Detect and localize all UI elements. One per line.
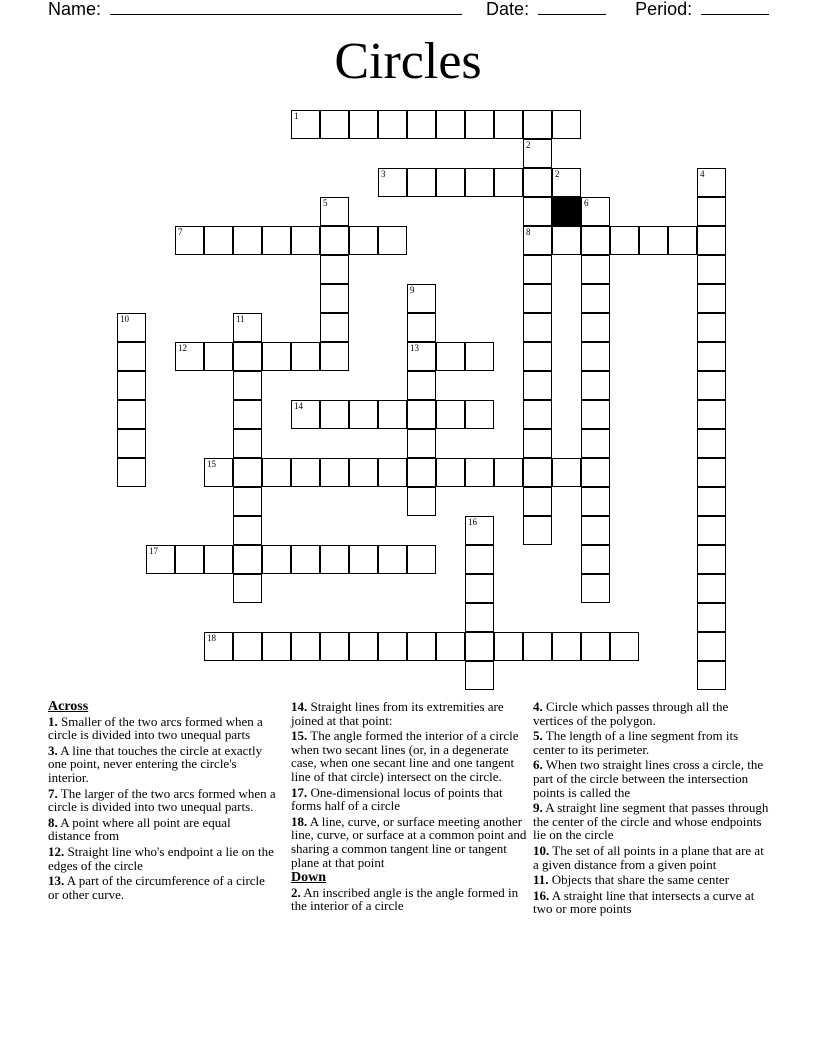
grid-cell[interactable] [523, 139, 552, 168]
grid-cell[interactable] [697, 632, 726, 661]
clue-num: 1. [48, 713, 58, 729]
grid-cell[interactable] [407, 429, 436, 458]
grid-cell[interactable] [175, 545, 204, 574]
clue-text: A line that touches the circle at exactly one point, never entering the circle's interior. [48, 742, 263, 785]
grid-cell[interactable] [146, 545, 175, 574]
clue-text: An inscribed angle is the angle formed in the interior of a circle [291, 884, 519, 914]
grid-cell[interactable] [523, 400, 552, 429]
grid-cell[interactable] [291, 632, 320, 661]
clue-num: 2. [291, 884, 301, 900]
grid-cell[interactable] [523, 342, 552, 371]
clue-item [48, 744, 276, 785]
clue-number: 16 [468, 517, 477, 527]
grid-cell[interactable] [581, 284, 610, 313]
clue-item [533, 801, 769, 842]
clue-number: 3 [381, 169, 386, 179]
grid-cell[interactable] [697, 400, 726, 429]
grid-cell[interactable] [320, 110, 349, 139]
grid-cell[interactable] [233, 400, 262, 429]
grid-cell[interactable] [233, 632, 262, 661]
clue-text: Circle which passes through all the vertices of the polygon. [533, 699, 729, 728]
clue-number: 8 [526, 227, 531, 237]
grid-cell[interactable] [494, 110, 523, 139]
clue-num: 15. [291, 728, 308, 744]
grid-cell[interactable] [436, 342, 465, 371]
grid-cell[interactable] [465, 516, 494, 545]
grid-cell[interactable] [697, 168, 726, 197]
clues-column-1 [48, 700, 276, 903]
grid-cell[interactable] [610, 226, 639, 255]
down-heading: Down [291, 870, 327, 886]
grid-cell[interactable] [581, 545, 610, 574]
grid-cell[interactable] [697, 284, 726, 313]
clue-num: 7. [48, 785, 58, 801]
grid-cell[interactable] [465, 168, 494, 197]
grid-cell[interactable] [378, 632, 407, 661]
clue-number: 9 [410, 285, 415, 295]
clue-item [291, 729, 527, 783]
grid-cell[interactable] [407, 400, 436, 429]
clue-num: 9. [533, 800, 543, 816]
grid-cell[interactable] [465, 661, 494, 690]
grid-cell[interactable] [320, 632, 349, 661]
grid-cell[interactable] [407, 284, 436, 313]
grid-cell[interactable] [233, 574, 262, 603]
grid-cell[interactable] [204, 458, 233, 487]
clue-number: 7 [178, 227, 183, 237]
grid-cell[interactable] [349, 226, 378, 255]
grid-cell[interactable] [117, 400, 146, 429]
clue-number: 6 [584, 198, 589, 208]
clue-num: 6. [533, 757, 543, 773]
grid-cell[interactable] [697, 313, 726, 342]
grid-cell[interactable] [407, 458, 436, 487]
grid-cell[interactable] [697, 574, 726, 603]
grid-cell[interactable] [581, 226, 610, 255]
clue-text: A part of the circumference of a circle or other curve. [48, 873, 265, 902]
clue-number: 15 [207, 459, 216, 469]
clue-num: 4. [533, 699, 543, 714]
grid-cell[interactable] [581, 487, 610, 516]
grid-cell[interactable] [378, 400, 407, 429]
grid-cell[interactable] [697, 429, 726, 458]
clue-item [48, 816, 276, 843]
clues-column-2 [291, 700, 527, 915]
name-label: Name: [48, 0, 102, 19]
grid-cell[interactable] [320, 255, 349, 284]
clue-number: 2 [526, 140, 531, 150]
clue-item [533, 844, 769, 871]
grid-cell[interactable] [233, 458, 262, 487]
grid-cell[interactable] [378, 168, 407, 197]
grid-cell[interactable] [349, 110, 378, 139]
clue-number: 17 [149, 546, 158, 556]
grid-cell[interactable] [407, 545, 436, 574]
grid-cell[interactable] [639, 226, 668, 255]
clues-column-3 [533, 700, 769, 918]
grid-cell[interactable] [378, 458, 407, 487]
grid-cell[interactable] [262, 632, 291, 661]
grid-cell[interactable] [320, 545, 349, 574]
grid-cell[interactable] [523, 429, 552, 458]
grid-cell[interactable] [291, 458, 320, 487]
grid-cell[interactable] [697, 342, 726, 371]
grid-cell[interactable] [436, 168, 465, 197]
clue-text: One-dimensional locus of points that forms half of a circle [291, 784, 503, 814]
grid-cell[interactable] [523, 458, 552, 487]
grid-cell[interactable] [552, 458, 581, 487]
clue-text: The set of all points in a plane that are at a given distance from a given point [533, 842, 764, 872]
clue-number: 13 [410, 343, 419, 353]
grid-cell[interactable] [407, 342, 436, 371]
grid-cell[interactable] [581, 255, 610, 284]
grid-cell[interactable] [175, 342, 204, 371]
grid-cell[interactable] [407, 632, 436, 661]
page-title: Circles [334, 33, 482, 90]
clue-item [533, 873, 769, 887]
clue-item [533, 700, 769, 727]
period-label: Period: [635, 0, 693, 19]
clue-number: 4 [700, 169, 705, 179]
clue-item [48, 845, 276, 872]
grid-cell[interactable] [523, 632, 552, 661]
clue-num: 10. [533, 842, 550, 858]
grid-cell[interactable] [523, 226, 552, 255]
grid-cell[interactable] [465, 342, 494, 371]
grid-cell[interactable] [349, 400, 378, 429]
grid-cell[interactable] [581, 371, 610, 400]
grid-cell[interactable] [523, 371, 552, 400]
clue-number: 1 [294, 111, 299, 121]
grid-cell[interactable] [117, 429, 146, 458]
grid-cell[interactable] [320, 197, 349, 226]
grid-cell[interactable] [552, 168, 581, 197]
grid-cell[interactable] [407, 313, 436, 342]
clue-item [533, 758, 769, 799]
clue-number: 11 [236, 314, 245, 324]
clue-number: 5 [323, 198, 328, 208]
grid-cell[interactable] [465, 574, 494, 603]
grid-cell[interactable] [697, 226, 726, 255]
grid-cell[interactable] [320, 313, 349, 342]
grid-cell[interactable] [204, 342, 233, 371]
grid-cell[interactable] [552, 110, 581, 139]
grid-cell[interactable] [291, 545, 320, 574]
grid-cell[interactable] [610, 632, 639, 661]
grid-cell[interactable] [581, 313, 610, 342]
grid-cell[interactable] [233, 429, 262, 458]
grid-cell[interactable] [378, 110, 407, 139]
grid-cell[interactable] [436, 458, 465, 487]
grid-cell[interactable] [117, 371, 146, 400]
clue-item [291, 886, 527, 913]
grid-cell[interactable] [320, 226, 349, 255]
grid-cell[interactable] [523, 110, 552, 139]
grid-cell[interactable] [581, 632, 610, 661]
grid-cell[interactable] [523, 197, 552, 226]
grid-cell[interactable] [581, 574, 610, 603]
clue-num: 8. [48, 814, 58, 830]
grid-cell[interactable] [581, 429, 610, 458]
grid-cell[interactable] [233, 516, 262, 545]
grid-cell[interactable] [349, 545, 378, 574]
grid-cell[interactable] [697, 487, 726, 516]
across-heading: Across [48, 699, 89, 714]
grid-cell[interactable] [349, 458, 378, 487]
clue-item [291, 700, 527, 727]
grid-cell[interactable] [291, 226, 320, 255]
clue-num: 17. [291, 784, 308, 800]
clue-text: A straight line that intersects a curve at two or more points [533, 887, 755, 917]
grid-cell[interactable] [262, 342, 291, 371]
grid-cell[interactable] [320, 458, 349, 487]
grid-cell[interactable] [436, 110, 465, 139]
clue-text: A line, curve, or surface meeting another line, curve, or surface at a common point and sharing a common tangent line or tangent plane at that point [291, 813, 527, 870]
grid-cell[interactable] [204, 632, 233, 661]
grid-cell[interactable] [465, 400, 494, 429]
grid-cell[interactable] [436, 400, 465, 429]
grid-cell[interactable] [436, 632, 465, 661]
grid-cell[interactable] [233, 487, 262, 516]
grid-cell[interactable] [407, 487, 436, 516]
clue-text: A straight line segment that passes through the center of the circle and whose endpoints lie on the circle [533, 800, 769, 843]
blocked-cell [552, 197, 581, 226]
grid-cell[interactable] [233, 342, 262, 371]
grid-cell[interactable] [697, 516, 726, 545]
clue-number: 12 [178, 343, 187, 353]
clue-text: The length of a line segment from its center to its perimeter. [533, 728, 739, 757]
grid-cell[interactable] [523, 168, 552, 197]
grid-cell[interactable] [465, 545, 494, 574]
clue-text: When two straight lines cross a circle, the part of the circle between the intersection points is called the [533, 757, 764, 800]
grid-cell[interactable] [320, 342, 349, 371]
clue-num: 13. [48, 873, 65, 889]
grid-cell[interactable] [523, 516, 552, 545]
grid-cell[interactable] [697, 371, 726, 400]
clue-text: Straight line who's endpoint a lie on the edges of the circle [48, 843, 274, 873]
grid-cell[interactable] [320, 284, 349, 313]
grid-cell[interactable] [407, 371, 436, 400]
grid-cell[interactable] [494, 632, 523, 661]
grid-cell[interactable] [204, 545, 233, 574]
clue-num: 18. [291, 813, 308, 829]
grid-cell[interactable] [233, 226, 262, 255]
grid-cell[interactable] [117, 313, 146, 342]
grid-cell[interactable] [465, 110, 494, 139]
clue-num: 5. [533, 728, 543, 744]
grid-cell[interactable] [465, 458, 494, 487]
grid-cell[interactable] [291, 400, 320, 429]
grid-cell[interactable] [117, 458, 146, 487]
grid-cell[interactable] [523, 255, 552, 284]
grid-cell[interactable] [233, 313, 262, 342]
grid-cell[interactable] [175, 226, 204, 255]
clue-num: 14. [291, 699, 308, 714]
clue-text: Objects that share the same center [551, 872, 730, 888]
grid-cell[interactable] [581, 342, 610, 371]
clue-item [533, 729, 769, 756]
grid-cell[interactable] [320, 400, 349, 429]
grid-cell[interactable] [204, 226, 233, 255]
clue-item [533, 889, 769, 916]
grid-cell[interactable] [378, 545, 407, 574]
clue-num: 16. [533, 887, 550, 903]
clue-number: 14 [294, 401, 303, 411]
grid-cell[interactable] [378, 226, 407, 255]
clue-num: 3. [48, 742, 58, 758]
grid-cell[interactable] [117, 342, 146, 371]
clue-num: 11. [533, 872, 549, 888]
clue-text: The larger of the two arcs formed when a circle is divided into two unequal parts. [48, 785, 276, 815]
clue-num: 12. [48, 843, 65, 859]
grid-cell[interactable] [407, 110, 436, 139]
clue-text: Straight lines from its extremities are joined at that point: [291, 699, 504, 728]
grid-cell[interactable] [523, 284, 552, 313]
grid-cell[interactable] [233, 545, 262, 574]
grid-cell[interactable] [262, 458, 291, 487]
grid-cell[interactable] [349, 632, 378, 661]
grid-cell[interactable] [581, 400, 610, 429]
grid-cell[interactable] [697, 458, 726, 487]
grid-cell[interactable] [291, 342, 320, 371]
grid-cell[interactable] [581, 516, 610, 545]
date-label: Date: [486, 0, 530, 19]
grid-cell[interactable] [697, 661, 726, 690]
grid-cell[interactable] [697, 545, 726, 574]
clue-number: 10 [120, 314, 129, 324]
grid-cell[interactable] [523, 313, 552, 342]
grid-cell[interactable] [262, 545, 291, 574]
grid-cell[interactable] [465, 632, 494, 661]
grid-cell[interactable] [494, 458, 523, 487]
grid-cell[interactable] [697, 255, 726, 284]
clue-item [48, 787, 276, 814]
grid-cell[interactable] [465, 603, 494, 632]
grid-cell[interactable] [291, 110, 320, 139]
clue-text: Smaller of the two arcs formed when a circle is divided into two unequal parts [48, 713, 263, 743]
grid-cell[interactable] [581, 458, 610, 487]
grid-cell[interactable] [697, 603, 726, 632]
clue-item [291, 786, 527, 813]
grid-cell[interactable] [697, 197, 726, 226]
grid-cell[interactable] [262, 226, 291, 255]
clue-text: A point where all point are equal distance from [48, 814, 231, 844]
clue-item [291, 815, 527, 869]
clue-item [48, 874, 276, 901]
clue-text: The angle formed the interior of a circle when two secant lines (or, in a degenerate case, when one secant line and one tangent line of that circle) intersect on the circle. [291, 728, 519, 784]
grid-cell[interactable] [523, 487, 552, 516]
grid-cell[interactable] [494, 168, 523, 197]
grid-cell[interactable] [407, 168, 436, 197]
clue-item [48, 715, 276, 742]
grid-cell[interactable] [552, 226, 581, 255]
grid-cell[interactable] [668, 226, 697, 255]
grid-cell[interactable] [581, 197, 610, 226]
clue-number: 18 [207, 633, 216, 643]
clue-number: 2 [555, 169, 560, 179]
grid-cell[interactable] [552, 632, 581, 661]
grid-cell[interactable] [233, 371, 262, 400]
